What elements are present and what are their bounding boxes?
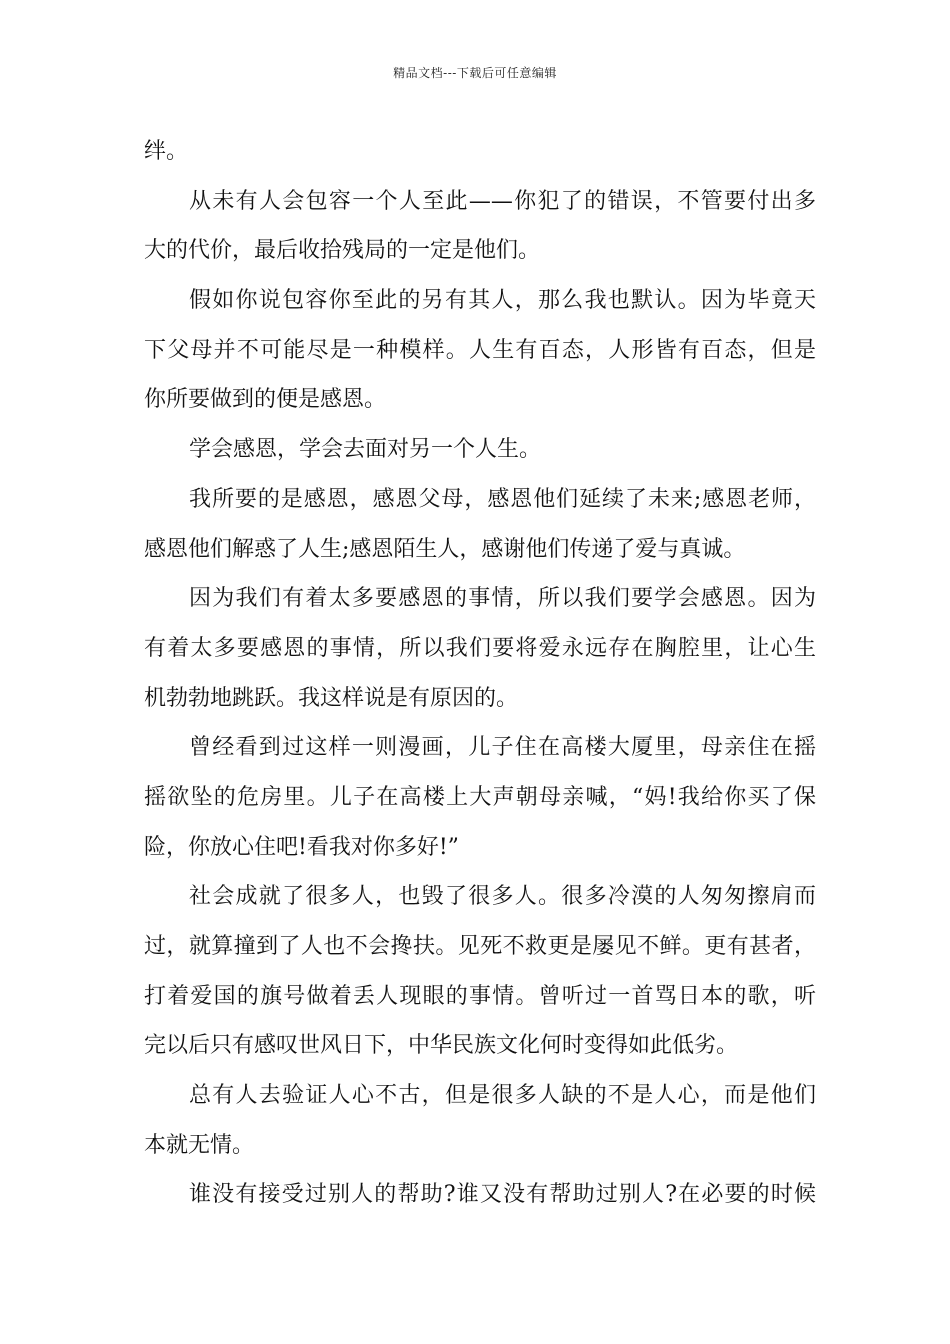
text-line: 摇欲坠的危房里。儿子在高楼上大声朝母亲喊，“妈!我给你买了保: [144, 784, 816, 810]
document-body: [144, 127, 816, 1220]
text-line: 学会感恩，学会去面对另一个人生。: [189, 437, 542, 463]
text-line: 打着爱国的旗号做着丢人现眼的事情。曾听过一首骂日本的歌，听: [144, 983, 816, 1009]
text-line: 有着太多要感恩的事情，所以我们要将爱永远存在胸腔里，让心生: [144, 635, 816, 661]
text-line: 感恩他们解惑了人生;感恩陌生人，感谢他们传递了爱与真诚。: [144, 536, 746, 562]
text-line: 险，你放心住吧!看我对你多好!”: [144, 834, 459, 860]
page-header: 精品文档---下载后可任意编辑: [393, 66, 557, 80]
text-line: 假如你说包容你至此的另有其人，那么我也默认。因为毕竟天: [189, 288, 816, 314]
text-line: 绊。: [144, 139, 189, 164]
text-line: 社会成就了很多人，也毁了很多人。很多冷漠的人匆匆擦肩而: [189, 884, 816, 910]
text-line: 过，就算撞到了人也不会搀扶。见死不救更是屡见不鲜。更有甚者，: [144, 934, 816, 959]
text-line: 谁没有接受过别人的帮助?谁又没有帮助过别人?在必要的时候: [189, 1182, 816, 1208]
text-line: 完以后只有感叹世风日下，中华民族文化何时变得如此低劣。: [144, 1033, 739, 1059]
text-line: 我所要的是感恩，感恩父母，感恩他们延续了未来;感恩老师，: [189, 486, 816, 512]
text-line: 你所要做到的便是感恩。: [144, 387, 387, 413]
text-line: 曾经看到过这样一则漫画，儿子住在高楼大厦里，母亲住在摇: [189, 735, 816, 761]
text-line: 总有人去验证人心不古，但是很多人缺的不是人心，而是他们: [189, 1083, 816, 1109]
text-line: 下父母并不可能尽是一种模样。人生有百态，人形皆有百态，但是: [144, 337, 816, 363]
text-line: 因为我们有着太多要感恩的事情，所以我们要学会感恩。因为: [189, 586, 816, 612]
text-line: 机勃勃地跳跃。我这样说是有原因的。: [144, 685, 519, 711]
text-line: 大的代价，最后收拾残局的一定是他们。: [144, 238, 541, 264]
text-line: 从未有人会包容一个人至此——你犯了的错误，不管要付出多: [189, 188, 816, 214]
text-line: 本就无情。: [144, 1132, 255, 1158]
